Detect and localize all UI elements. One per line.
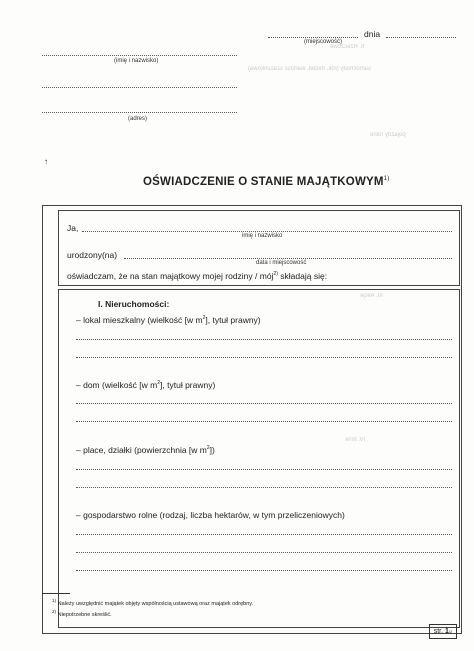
punch-mark: ↑ bbox=[44, 157, 48, 166]
ja-label: Ja, bbox=[67, 223, 79, 233]
title-footnote-mark: 1) bbox=[383, 176, 390, 183]
item-gospodarstwo-text: – gospodarstwo rolne (rodzaj, liczba hektarów, w tym przeliczeniowych) bbox=[76, 510, 345, 520]
address-line-1[interactable] bbox=[42, 87, 237, 88]
gospodarstwo-line-3[interactable] bbox=[76, 570, 452, 571]
oswiadczam-text bbox=[67, 271, 327, 281]
oswiadczam-suffix: składają się: bbox=[280, 271, 328, 281]
show-through-text: IV. Inne bbox=[345, 437, 366, 443]
item-lokal-text: – lokal mieszkalny (wielkość [w m bbox=[76, 315, 203, 325]
ja-imie-caption: imię i nazwisko bbox=[242, 233, 283, 239]
property-heading: I. Nieruchomości: bbox=[98, 299, 170, 309]
dom-line-1[interactable] bbox=[76, 403, 452, 404]
item-dom-text: – dom (wielkość [w m bbox=[76, 380, 158, 390]
item-gospodarstwo-label bbox=[76, 510, 345, 520]
address-line-2[interactable] bbox=[42, 112, 237, 113]
adres-caption: (adres) bbox=[128, 116, 148, 122]
name-line[interactable] bbox=[42, 55, 237, 56]
gospodarstwo-line-2[interactable] bbox=[76, 552, 452, 553]
lokal-line-2[interactable] bbox=[76, 357, 452, 358]
date-line[interactable] bbox=[386, 37, 456, 38]
item-lokal-label bbox=[76, 315, 261, 325]
page-suffix: /2 bbox=[448, 629, 453, 634]
place-line-2[interactable] bbox=[76, 487, 452, 488]
imie-caption: (imię i nazwisko) bbox=[114, 58, 159, 64]
show-through-text: II. Rzeczowe bbox=[330, 44, 365, 50]
item-dom-label bbox=[76, 380, 215, 390]
data-caption: data i miejscowość bbox=[256, 260, 307, 266]
page-label: str. bbox=[433, 628, 444, 635]
show-through-text: pojazdy rolne bbox=[370, 132, 406, 138]
lokal-line-1[interactable] bbox=[76, 339, 452, 340]
footnote-1-mark: 1) bbox=[52, 598, 57, 603]
item-place-text: – place, działki (powierzchnia [w m bbox=[76, 445, 207, 455]
footnote-2-mark: 2) bbox=[52, 609, 57, 614]
dnia-label: dnia bbox=[364, 29, 381, 39]
footnote-2-text: Niepotrzebne skreślić. bbox=[57, 611, 112, 618]
oswiadczam-main: oświadczam, że na stan majątkowy mojej rodziny / mój bbox=[67, 271, 274, 281]
ja-name-line[interactable] bbox=[82, 231, 452, 232]
page-number: 1 bbox=[445, 628, 449, 635]
dom-line-2[interactable] bbox=[76, 421, 452, 422]
footnote-1-text: Należy uwzględnić majątek objęty wspólnością ustawową oraz majątek odrębny. bbox=[57, 600, 254, 607]
item-place-label bbox=[76, 445, 215, 455]
gospodarstwo-line-1[interactable] bbox=[76, 534, 452, 535]
item-dom-suffix: ], tytuł prawny) bbox=[160, 380, 216, 390]
miejscowosc-line[interactable] bbox=[268, 37, 358, 38]
document-title bbox=[143, 176, 389, 188]
item-place-sup: 2 bbox=[206, 445, 210, 452]
footnote-1 bbox=[52, 598, 253, 607]
item-dom-sup: 2 bbox=[157, 380, 161, 387]
miejscowosc-caption: (miejscowość) bbox=[304, 39, 343, 45]
show-through-text: samochody (rok, model, wartość szacunkowa) bbox=[248, 66, 372, 72]
show-through-text: III. Akcje bbox=[360, 293, 383, 299]
urodzony-label: urodzony(na) bbox=[67, 250, 118, 260]
item-lokal-sup: 2 bbox=[202, 315, 206, 322]
page-number-box bbox=[429, 624, 457, 639]
oswiadczam-mark: 2) bbox=[273, 271, 278, 278]
urodzony-line[interactable] bbox=[124, 258, 452, 259]
item-place-suffix: ]) bbox=[209, 445, 215, 455]
title-text: OŚWIADCZENIE O STANIE MAJĄTKOWYM bbox=[143, 176, 384, 188]
item-lokal-suffix: ], tytuł prawny) bbox=[205, 315, 261, 325]
place-line-1[interactable] bbox=[76, 469, 452, 470]
footnote-2 bbox=[52, 609, 112, 618]
footnote-rule bbox=[42, 593, 70, 594]
